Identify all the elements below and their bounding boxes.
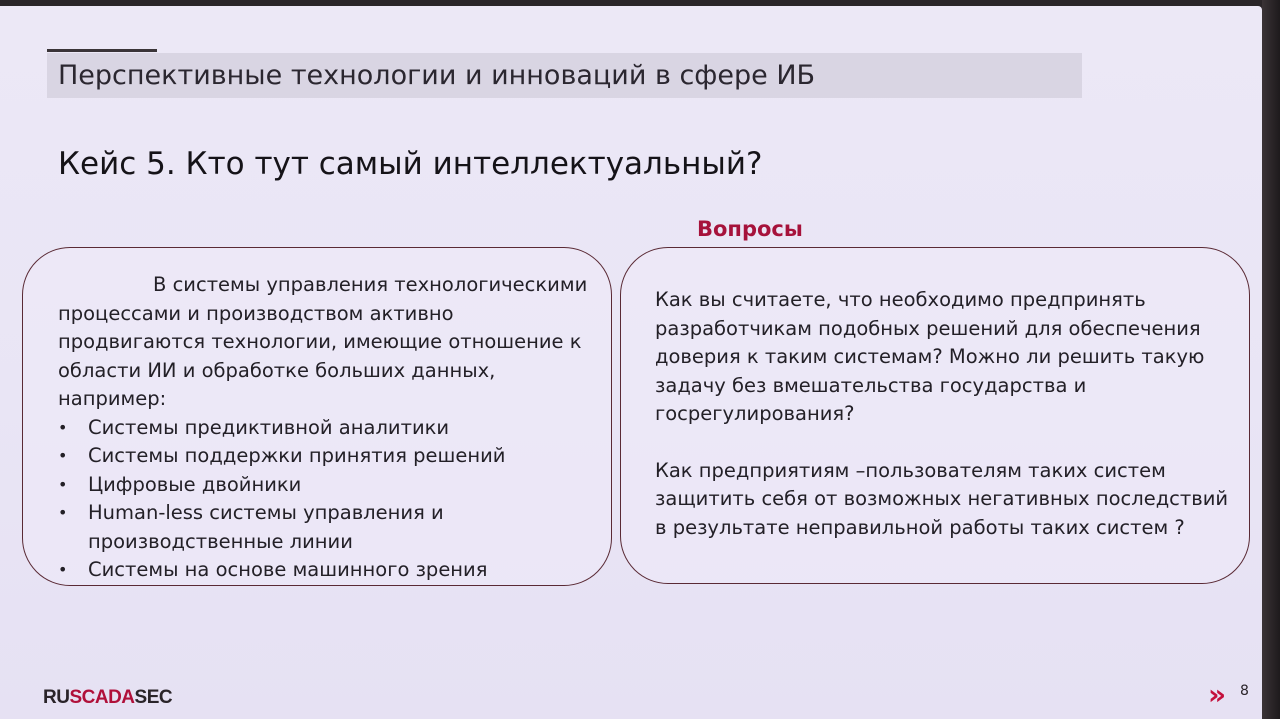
header-accent-line [47,49,157,52]
list-item: • Цифровые двойники [58,471,606,500]
slide [0,6,1262,719]
bullet-icon: • [58,417,68,437]
list-item: • Human-less системы управления и производственные линии [58,501,444,553]
bullet-icon: • [58,560,68,579]
header-title: Перспективные технологии и инноваций в сфере ИБ [58,60,816,91]
question-1: Как вы считаете, что необходимо предпринять разработчикам подобных решений для обеспечения доверия к таким системам? Можно ли решить такую задачу без вмешательства государства и госрегулирования? [655,288,1205,425]
list-item: • Системы предиктивной аналитики [58,414,606,443]
question-2: Как предприятиям –пользователям таких систем защитить себя от возможных негативных последствий в результате неправильной работы таких систем ? [655,458,1229,539]
technologies-list [58,414,606,585]
screen-bezel [1262,0,1280,719]
questions-text [655,286,1235,542]
bullet-icon: • [58,503,68,522]
bullet-icon: • [58,446,68,465]
questions-label: Вопросы [697,217,803,241]
ruscadasec-logo: RUSCADASEC [43,687,173,708]
list-item: • Системы поддержки принятия решений [58,442,606,471]
list-item: • Системы на основе машинного зрения [58,556,606,585]
technologies-intro: В системы управления технологическими процессами и производством активно продвигаются технологии, имеющие отношение к области ИИ и обработке больших данных, например: [58,273,588,410]
case-title: Кейс 5. Кто тут самый интеллектуальный? [58,146,763,182]
page-number: 8 [1240,683,1249,699]
bullet-icon: • [58,474,68,494]
next-chevron-icon[interactable]: » [1208,678,1227,711]
technologies-text [58,271,606,585]
